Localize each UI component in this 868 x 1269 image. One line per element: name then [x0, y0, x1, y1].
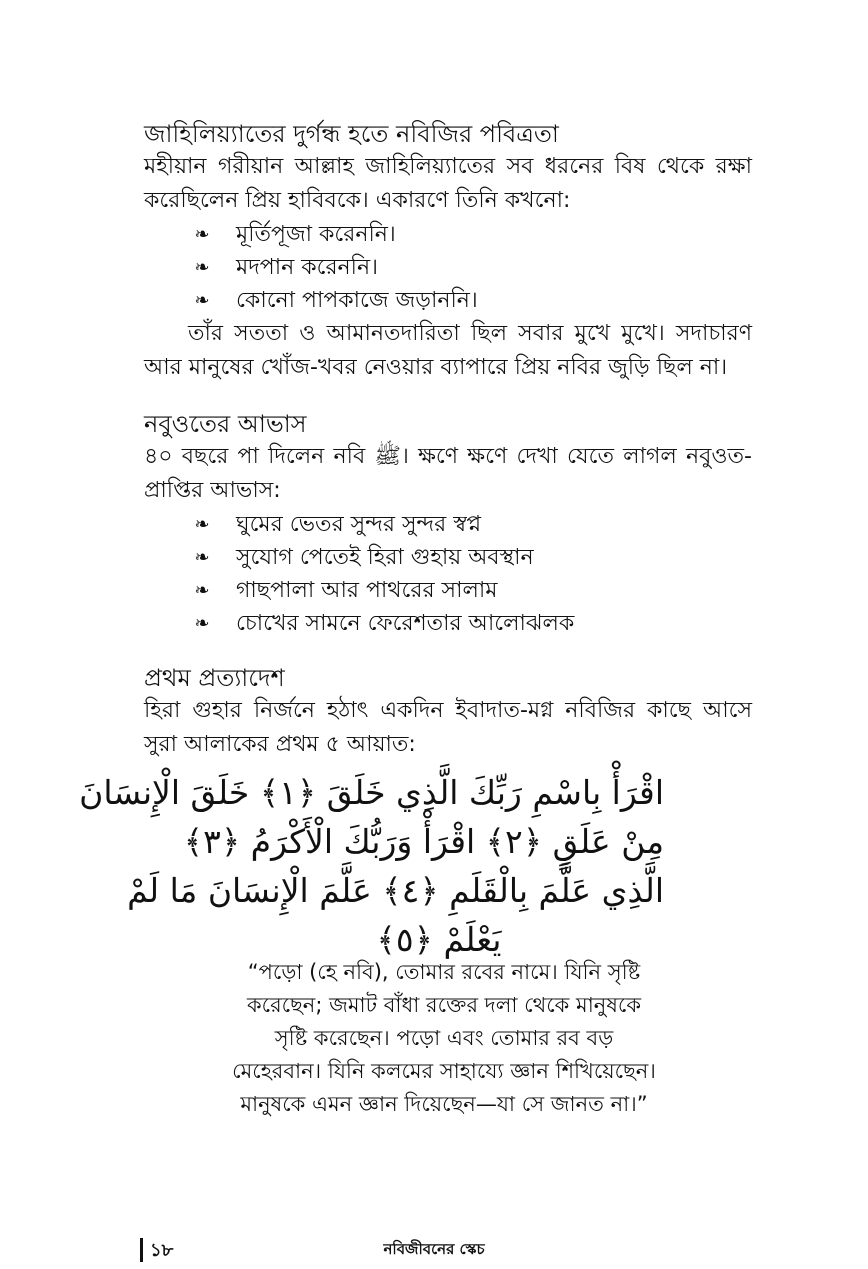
- fleuron-icon: ❧: [194, 613, 210, 634]
- section-paragraph: হিরা গুহার নির্জনে হঠাৎ একদিন ইবাদাত-মগ্ন নবিজির কাছে আসে সুরা আলাকের প্রথম ৫ আয়াত:: [144, 698, 752, 757]
- list-item: ❧ সুযোগ পেতেই হিরা গুহায় অবস্থান: [190, 541, 752, 574]
- arabic-verses: [79, 768, 664, 964]
- list-item: ❧ মদপান করেননি।: [190, 251, 752, 284]
- fleuron-icon: ❧: [194, 547, 210, 568]
- fleuron-icon: ❧: [194, 224, 210, 245]
- fleuron-icon: ❧: [194, 257, 210, 278]
- list-item: ❧ ঘুমের ভেতর সুন্দর সুন্দর স্বপ্ন: [190, 508, 752, 541]
- section-heading: জাহিলিয়্যাতের দুর্গন্ধ হতে নবিজির পবিত্রতা: [144, 120, 559, 148]
- fleuron-icon: ❧: [194, 580, 210, 601]
- list-item: ❧ মূর্তিপূজা করেননি।: [190, 218, 752, 251]
- verse-line: مِنْ عَلَقٍ ﴿٢﴾ اقْرَأْ وَرَبُّكَ الْأَكْرَمُ ﴿٣﴾: [183, 822, 664, 861]
- verse-line: الَّذِي عَلَّمَ بِالْقَلَمِ ﴿٤﴾ عَلَّمَ الْإِنسَانَ مَا لَمْ: [127, 871, 664, 910]
- section-paragraph: তাঁর সততা ও আমানতদারিতা ছিল সবার মুখে মুখে। সদাচারণ আর মানুষের খোঁজ-খবর নেওয়ার ব্যাপারে প্রিয় নবির জুড়ি ছিল না।: [144, 321, 752, 380]
- section-paragraph: মহীয়ান গরীয়ান আল্লাহ জাহিলিয়্যাতের সব ধরনের বিষ থেকে রক্ষা করেছিলেন প্রিয় হাবিবকে। একারণে তিনি কখনো:: [144, 154, 752, 213]
- section-signs: [144, 408, 752, 640]
- section-paragraph: ৪০ বছরে পা দিলেন নবি ﷺ। ক্ষণে ক্ষণে দেখা যেতে লাগল নবুওত-প্রাপ্তির আভাস:: [144, 444, 752, 503]
- page-number: ১৮: [150, 1240, 174, 1261]
- list-item: ❧ গাছপালা আর পাথরের সালাম: [190, 574, 752, 607]
- verse-line: يَعْلَمْ ﴿٥﴾: [376, 920, 502, 959]
- quran-verse: [79, 768, 664, 964]
- bullet-list: [144, 508, 752, 640]
- section-heading: প্রথম প্রত্যাদেশ: [144, 664, 285, 692]
- verse-line: اقْرَأْ بِاسْمِ رَبِّكَ الَّذِي خَلَقَ ﴿١﴾ خَلَقَ الْإِنسَانَ: [79, 773, 664, 812]
- running-footer-title: নবিজীবনের স্কেচ: [383, 1240, 485, 1258]
- fleuron-icon: ❧: [194, 514, 210, 535]
- list-item: ❧ কোনো পাপকাজে জড়াননি।: [190, 284, 752, 317]
- section-first-revelation: [144, 662, 752, 762]
- section-purity: [144, 118, 752, 385]
- list-item: ❧ চোখের সামনে ফেরেশতার আলোঝলক: [190, 607, 752, 640]
- section-heading: নবুওতের আভাস: [144, 410, 307, 438]
- fleuron-icon: ❧: [194, 290, 210, 311]
- bullet-list: [144, 218, 752, 317]
- verse-translation: “পড়ো (হে নবি), তোমার রবের নামে। যিনি সৃষ্টি করেছেন; জমাট বাঁধা রক্তের দলা থেকে মানুষকে সৃষ্টি করেছেন। পড়ো এবং তোমার রব বড় মেহেরবান। যিনি কলমের সাহায্যে জ্ঞান শিখিয়েছেন। মানুষকে এমন জ্ঞান দিয়েছেন—যা সে জানত না।”: [232, 960, 656, 1116]
